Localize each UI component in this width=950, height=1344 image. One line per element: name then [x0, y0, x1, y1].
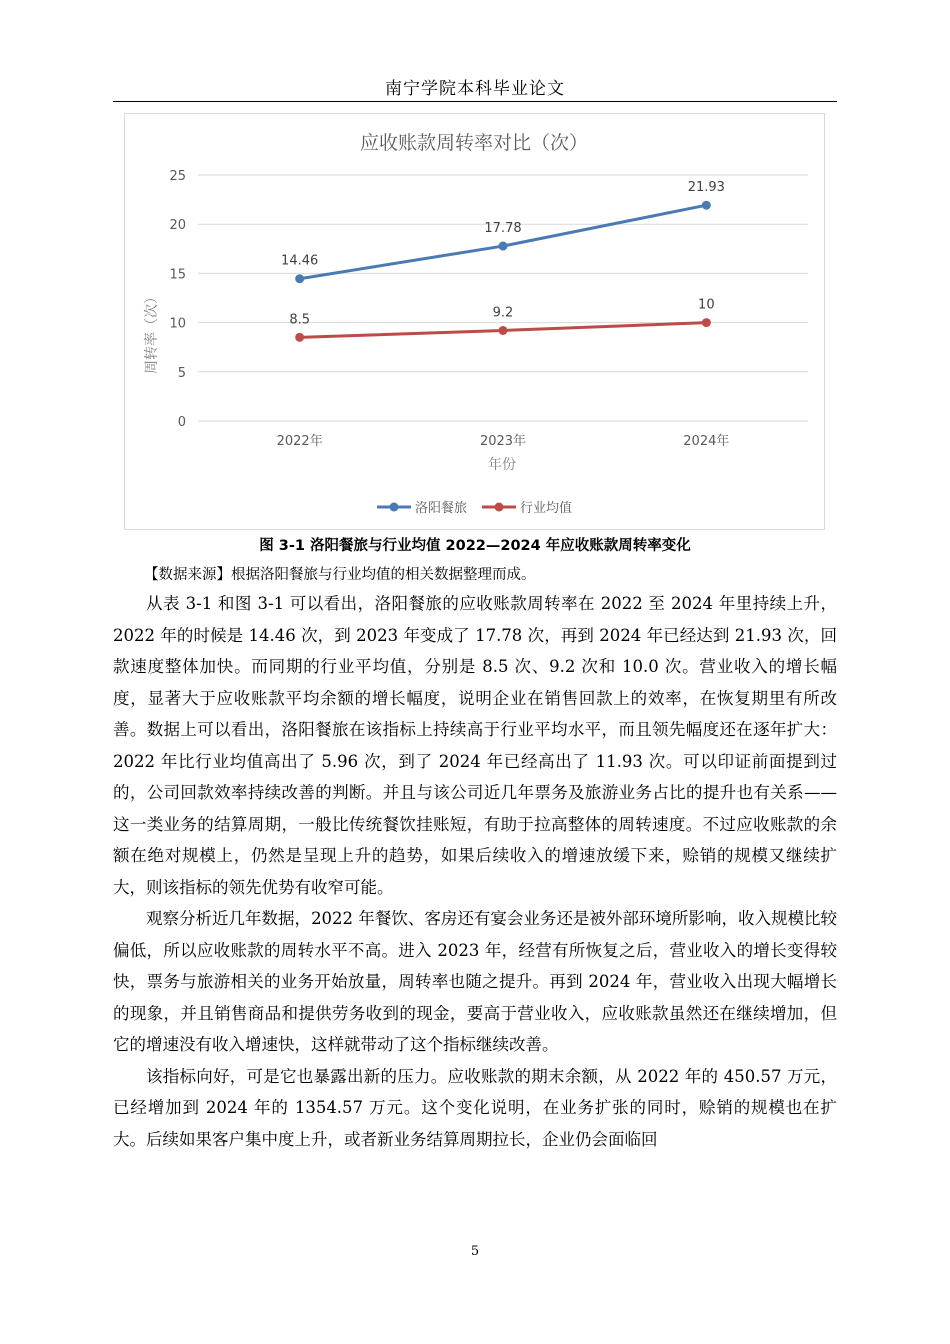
body-text [113, 588, 837, 1155]
data-label: 8.5 [289, 312, 311, 328]
chart-title: 应收账款周转率对比（次） [359, 132, 589, 154]
data-point [702, 201, 711, 210]
x-axis-label: 年份 [488, 457, 516, 473]
y-tick-label: 5 [177, 365, 186, 381]
y-axis-label: 周转率（次） [144, 290, 160, 374]
data-label: 14.46 [281, 253, 319, 269]
line-chart [124, 113, 825, 530]
x-tick-label: 2022年 [276, 434, 323, 449]
page-number: 5 [470, 1244, 480, 1259]
x-tick-label: 2024年 [683, 434, 730, 449]
y-tick-label: 15 [169, 267, 186, 283]
data-label: 17.78 [484, 221, 522, 237]
data-point [702, 318, 711, 327]
legend-swatch-marker [495, 503, 504, 512]
data-point [499, 242, 508, 251]
paragraph: 该指标向好，可是它也暴露出新的压力。应收账款的期末余额，从 2022 年的 450.57 万元，已经增加到 2024 年的 1354.57 万元。这个变化说明，在业务扩张的同时，赊销的规模也在扩大。后续如果客户集中度上升，或者新业务结算周期拉长，企业仍会面临回 [113, 1066, 837, 1149]
legend-entry: 行业均值 [520, 501, 573, 516]
page-header-title: 南宁学院本科毕业论文 [385, 79, 565, 99]
data-point [499, 326, 508, 335]
y-tick-label: 20 [169, 218, 186, 234]
legend-swatch-marker [390, 503, 399, 512]
figure-source-note: 【数据来源】根据洛阳餐旅与行业均值的相关数据整理而成。 [144, 567, 536, 583]
y-tick-label: 25 [169, 169, 186, 184]
legend-entry: 洛阳餐旅 [415, 501, 468, 516]
data-label: 10 [698, 297, 715, 313]
data-label: 9.2 [492, 305, 514, 321]
data-point [295, 333, 304, 342]
data-point [295, 274, 304, 283]
header-divider [113, 101, 837, 102]
data-label: 21.93 [687, 180, 725, 196]
y-tick-label: 10 [169, 316, 186, 332]
paragraph: 观察分析近几年数据，2022 年餐饮、客房还有宴会业务还是被外部环境所影响，收入规模比较偏低，所以应收账款的周转水平不高。进入 2023 年，经营有所恢复之后，营业收入的增长变得较快，票务与旅游相关的业务开始放量，周转率也随之提升。再到 2024 年，营业收入出现大幅增长的现象，并且销售商品和提供劳务收到的现金，要高于营业收入，应收账款虽然还在继续增加，但它的增速没有收入增速快，这样就带动了这个指标继续改善。 [113, 909, 837, 1054]
figure-caption: 图 3-1 洛阳餐旅与行业均值 2022—2024 年应收账款周转率变化 [259, 538, 691, 554]
x-tick-label: 2023年 [479, 434, 527, 449]
paragraph: 从表 3-1 和图 3-1 可以看出，洛阳餐旅的应收账款周转率在 2022 至 2024 年里持续上升，2022 年的时候是 14.46 次，到 2023 年变成了 17.78 次，再到 2024 年已经达到 21.93 次，回款速度整体加快。而同期的行业平均值，分别是 8.5 次、9.2 次和 10.0 次。营业收入的增长幅度，显著大于应收账款平均余额的增长幅度，说明企业在销售回款上的效率，在恢复期里有所改善。数据上可以看出，洛阳餐旅在该指标上持续高于行业平均水平，而且领先幅度还在逐年扩大：2022 年比行业均值高出了 5.96 次，到了 2024 年已经高出了 11.93 次。可以印证前面提到过的，公司回款效率持续改善的判断。并且与该公司近几年票务及旅游业务占比的提升也有关系——这一类业务的结算周期，一般比传统餐饮挂账短，有助于拉高整体的周转速度。不过应收账款的余额在绝对规模上，仍然是呈现上升的趋势，如果后续收入的增速放缓下来，赊销的规模又继续扩大，则该指标的领先优势有收窄可能。 [113, 594, 837, 897]
y-tick-label: 0 [177, 415, 186, 430]
